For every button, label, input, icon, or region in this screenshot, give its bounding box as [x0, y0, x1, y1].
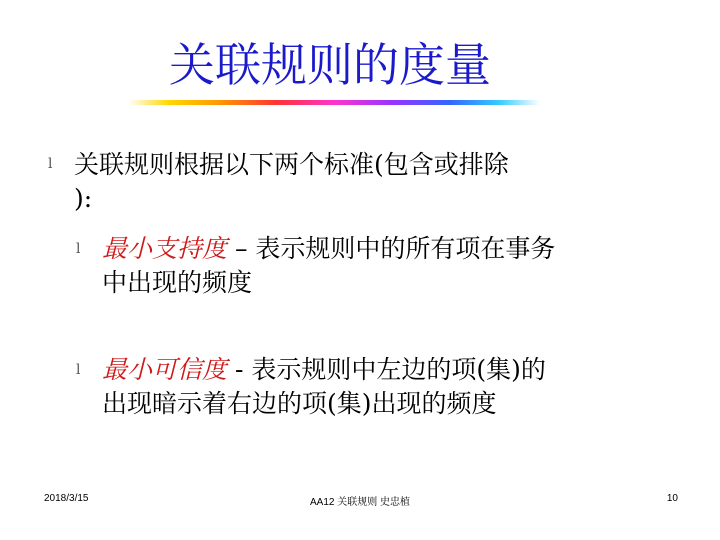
footer-center-text: AA12 关联规则 史忠植 [309, 497, 411, 508]
confidence-desc-line1: 表示规则中左边的项(集)的 [251, 355, 546, 384]
main-bullet-text [74, 148, 509, 216]
sub-bullet-confidence-line2: 出现暗示着右边的项(集)出现的频度 [102, 389, 497, 418]
term-min-confidence: 最小可信度 [102, 355, 228, 384]
sub-bullet-confidence [102, 353, 546, 421]
support-desc-line1: 表示规则中的所有项在事务 [255, 234, 556, 263]
sub-bullet-confidence-line1 [102, 353, 546, 387]
main-bullet-line2: ): [74, 184, 93, 213]
separator-dash: – [227, 234, 256, 263]
bullet-marker: l [48, 156, 53, 172]
sub-bullet-support-line1 [102, 232, 555, 266]
footer-date: 2018/3/15 [44, 493, 89, 504]
footer-page-number: 10 [666, 493, 678, 504]
term-min-support: 最小支持度 [102, 234, 228, 263]
main-bullet-line1: 关联规则根据以下两个标准(包含或排除 [74, 150, 509, 179]
title-underline-rainbow [128, 100, 540, 105]
sub-bullet-marker: l [76, 241, 81, 257]
sub-bullet-marker: l [76, 362, 81, 378]
separator-dash: - [227, 355, 252, 384]
slide-title: 关联规则的度量 [169, 38, 491, 92]
sub-bullet-support-line2: 中出现的频度 [102, 268, 253, 297]
sub-bullet-support [102, 232, 555, 300]
